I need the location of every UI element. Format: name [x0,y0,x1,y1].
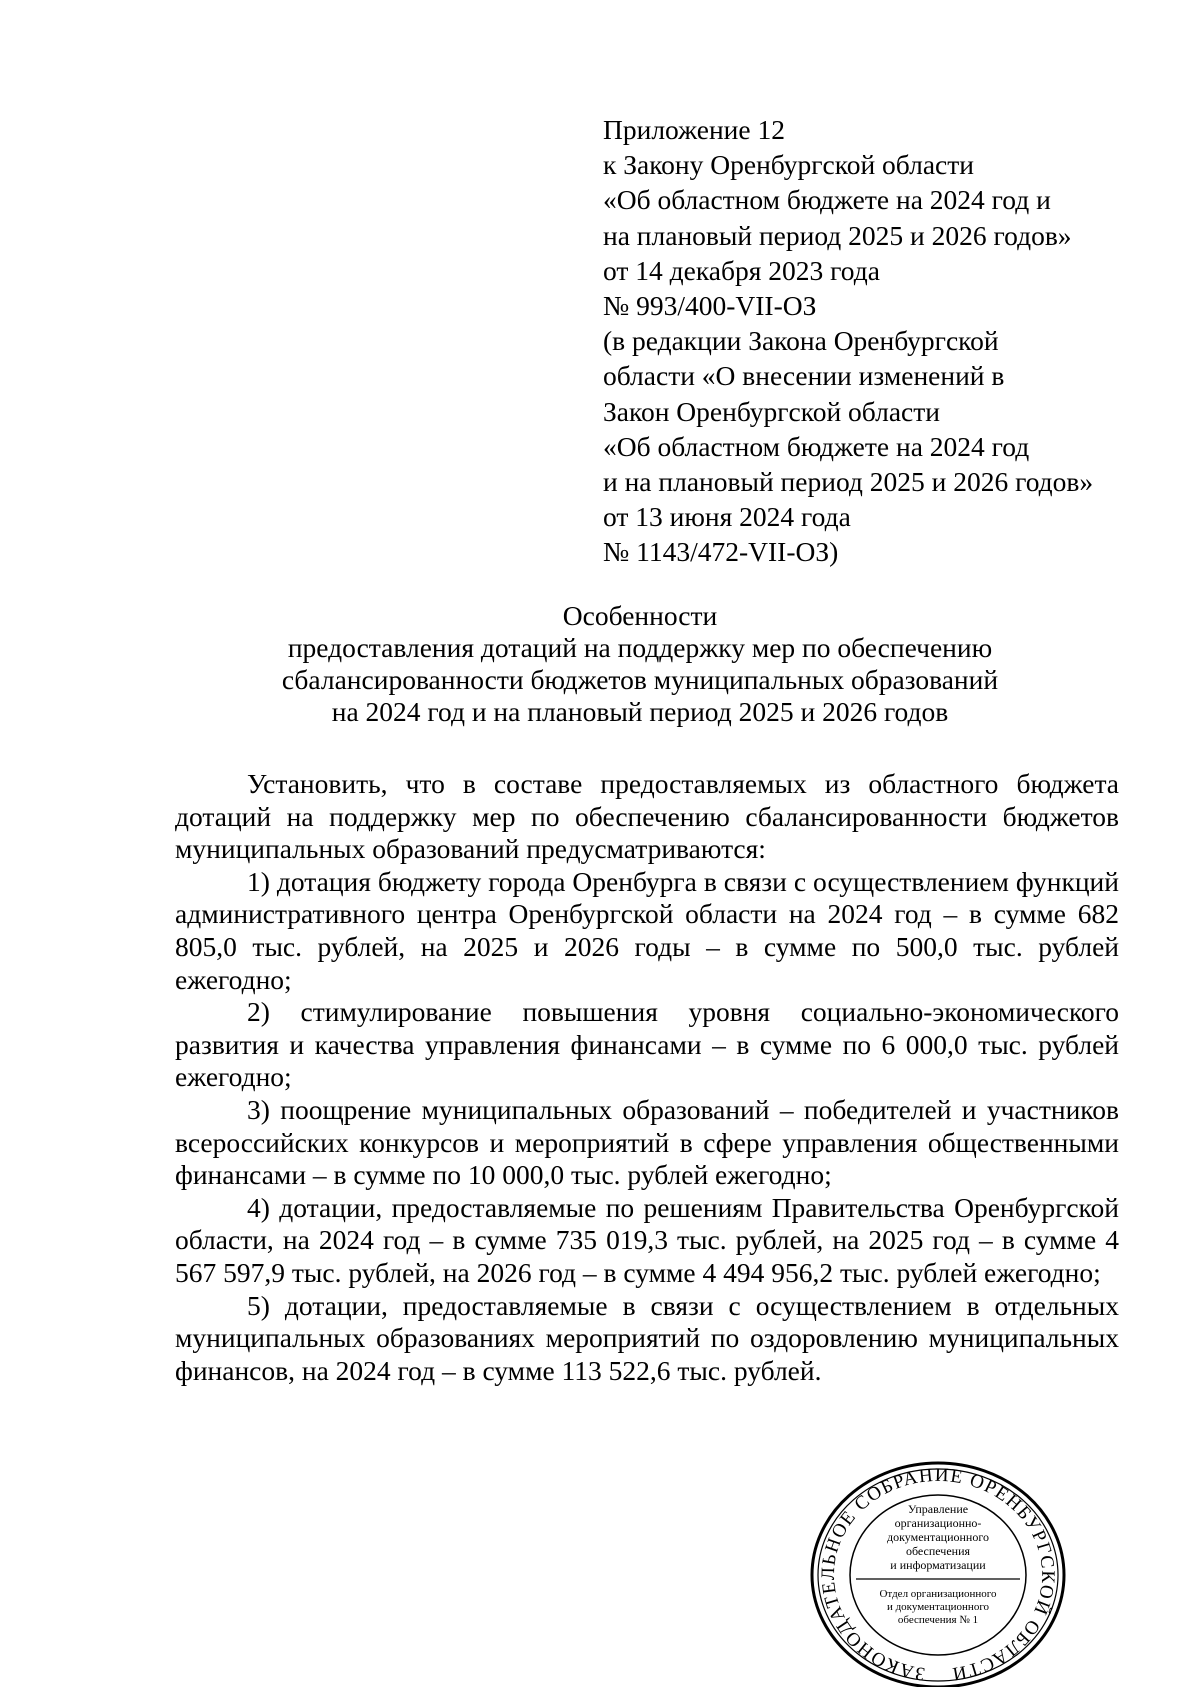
official-seal [808,1455,1068,1687]
svg-text:ЗАКОНОДАТЕЛЬНОЕ СОБРАНИЕ ОРЕНБ [818,1465,1058,1685]
annex-line: (в редакции Закона Оренбургской [603,325,999,357]
annex-line: № 1143/472-VII-ОЗ) [603,536,839,568]
seal-inner-line: и информатизации [890,1558,986,1572]
seal-inner-line: Управление [907,1502,969,1516]
seal-inner-line: организационно- [894,1516,982,1530]
title-line: сбалансированности бюджетов муниципальных образований [281,664,999,695]
list-item: 2) стимулирование повышения уровня социально-экономического развития и качества управления финансами – в сумме по 6 000,0 тыс. рублей ежегодно; [175,996,1119,1093]
annex-line: от 14 декабря 2023 года [603,254,880,286]
seal-inner-line: документационного [887,1530,989,1544]
intro-paragraph: Установить, что в составе предоставляемых из областного бюджета дотаций на поддержку мер по обеспечению сбалансированности бюджетов муниципальных образований предусматриваются: [175,768,1119,865]
annex-line: на плановый период 2025 и 2026 годов» [603,219,1072,251]
title-line: Особенности [562,600,718,631]
title-line: предоставления дотаций на поддержку мер по обеспечению [287,632,993,663]
annex-line: от 13 июня 2024 года [603,501,851,533]
annex-header [603,112,1163,570]
annex-line: «Об областном бюджете на 2024 год и [603,184,1051,216]
seal-inner-line: обеспечения [905,1544,971,1558]
list-item: 5) дотации, предоставляемые в связи с осуществлением в отдельных муниципальных образованиях мероприятий по оздоровлению муниципальных финансов, на 2024 год – в сумме 113 522,6 тыс. рублей. [175,1289,1119,1386]
list-item: 1) дотация бюджету города Оренбурга в связи с осуществлением функций административного центра Оренбургской области на 2024 год – в сумме 682 805,0 тыс. рублей, на 2025 и 2026 годы – в сумме по 500,0 тыс. рублей ежегодно; [175,865,1119,995]
seal-graphic [808,1455,1068,1687]
seal-inner-line: Отдел организационного [879,1588,997,1600]
list-item: 3) поощрение муниципальных образований – победителей и участников всероссийских конкурсов и мероприятий в сфере управления общественными финансами – в сумме по 10 000,0 тыс. рублей ежегодно; [175,1093,1119,1191]
list-item: 4) дотации, предоставляемые по решениям Правительства Оренбургской области, на 2024 год – в сумме 735 019,3 тыс. рублей, на 2025 год – в сумме 4 567 597,9 тыс. рублей, на 2026 год – в сумме 4 494 956,2 тыс. рублей ежегодно; [175,1191,1119,1288]
annex-line: Приложение 12 [603,114,785,145]
annex-line: и на плановый период 2025 и 2026 годов» [603,466,1094,498]
annex-line: № 993/400-VII-ОЗ [603,290,817,322]
annex-line: к Закону Оренбургской области [603,149,974,181]
annex-line: области «О внесении изменений в [603,360,1005,392]
seal-inner-line: и документационного [886,1601,990,1613]
title-line: на 2024 год и на плановый период 2025 и 2026 годов [331,696,949,727]
seal-inner-line: обеспечения № 1 [897,1614,979,1626]
document-body [175,768,1119,1387]
document-title [180,600,1100,728]
annex-line: Закон Оренбургской области [603,395,940,427]
seal-ring-text: ЗАКОНОДАТЕЛЬНОЕ СОБРАНИЕ ОРЕНБУРГСКОЙ ОБЛАСТИ [817,1464,1059,1685]
annex-line: «Об областном бюджете на 2024 год [603,430,1030,462]
